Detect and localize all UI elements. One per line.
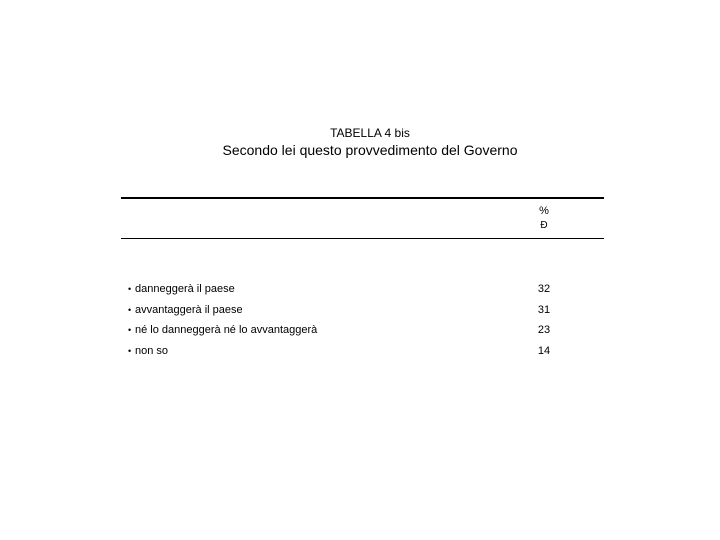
table-label: TABELLA 4 bis [330,126,410,140]
row-value: 31 [537,304,551,316]
bullet-icon: • [128,346,132,356]
percent-column-mark: Ð [540,220,548,231]
table-title: Secondo lei questo provvedimento del Governo [222,142,518,158]
percent-column-header: % [539,205,549,217]
row-value: 14 [537,345,551,357]
row-label: né lo danneggerà né lo avvantaggerà [135,324,318,336]
table-row [128,323,604,337]
bullet-icon: • [128,284,132,294]
row-value: 23 [537,324,551,336]
row-value: 32 [537,283,551,295]
row-label: non so [135,345,169,357]
row-label: danneggerà il paese [135,283,235,295]
bullet-icon: • [128,325,132,335]
bullet-icon: • [128,305,132,315]
table-row [128,282,604,296]
table-header-rule [121,238,604,239]
table-row [128,303,604,317]
table-row [128,344,604,358]
row-label: avvantaggerà il paese [135,304,243,316]
table-top-rule [121,197,604,199]
